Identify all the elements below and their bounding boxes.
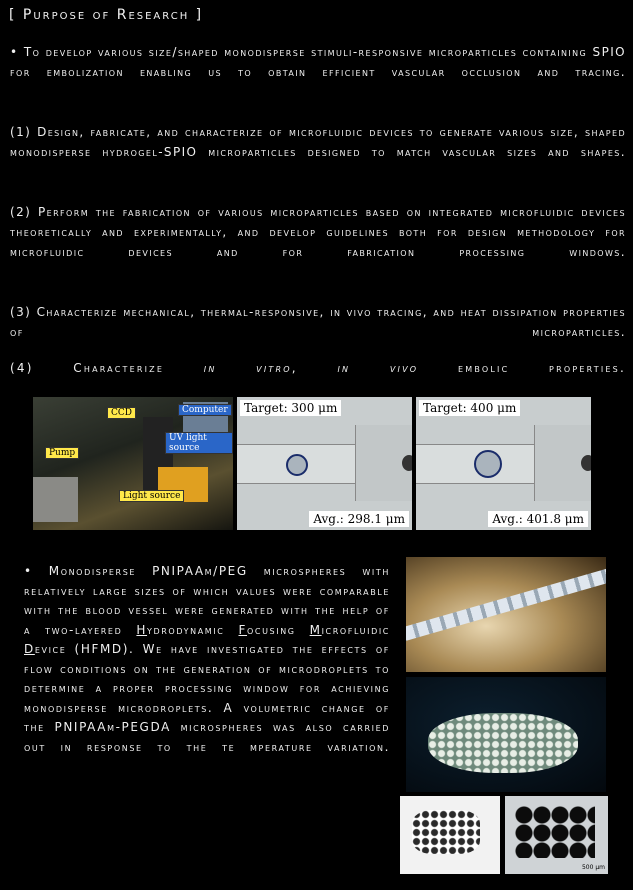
average-label: Avg.: 401.8 μm: [488, 511, 588, 527]
droplet: [474, 450, 502, 478]
target-label: Target: 400 μm: [419, 400, 520, 416]
setup-photo: [33, 397, 233, 530]
aim-4-sep: ,: [291, 361, 338, 375]
nozzle-tip: [402, 455, 412, 471]
microsphere-image-dark: [505, 796, 608, 874]
target-label: Target: 300 μm: [240, 400, 341, 416]
scale-label: 500 μm: [581, 864, 605, 871]
sphere-cluster: [515, 806, 595, 858]
aim-4-in-vivo: in vivo: [337, 361, 419, 375]
microspheres-description: [24, 562, 390, 757]
label-light-source: Light source: [119, 490, 184, 502]
nozzle-tip: [581, 455, 591, 471]
body-d: D: [24, 642, 35, 656]
body-part-b: (HFMD). We have investigated the effects of flow conditions on the generation of microdroplets to determine a proper processing window for achieving monodisperse microdroplets. A volumetric change of the PNIPAAm-PEGDA microspheres was also carried out in response to the te mperature variation.: [24, 642, 390, 754]
label-pump: Pump: [45, 447, 79, 459]
beads-photo: [406, 677, 606, 792]
aim-1: (1) Design, fabricate, and characterize of microfluidic devices to generate various size, shaped monodisperse hydrogel-SPIO microparticles designed to match vascular sizes and shapes.: [10, 125, 626, 159]
sphere-cluster: [412, 810, 480, 854]
tube-photo: [406, 557, 606, 672]
body-f-rest: ocusing: [247, 622, 310, 637]
body-d-rest: evice: [34, 642, 67, 656]
body-h-rest: ydrodynamic: [147, 622, 239, 637]
aim-3: (3) Characterize mechanical, thermal-responsive, in vivo tracing, and heat dissipation properties of microparticles.: [10, 305, 626, 339]
pump-shape: [33, 477, 78, 522]
bead-pile: [428, 713, 578, 773]
aim-4: [10, 358, 626, 378]
aim-4-post: embolic properties.: [418, 361, 626, 375]
microsphere-image-light: [400, 796, 500, 874]
label-uv-light: UV light source: [165, 432, 233, 454]
section-heading: [ Purpose of Research ]: [9, 7, 204, 23]
aim-4-in-vitro: in vitro: [203, 361, 292, 375]
aim-4-pre: (4) Characterize: [10, 361, 204, 375]
label-computer: Computer: [178, 404, 232, 416]
body-m-rest: icrofluidic: [321, 622, 390, 637]
aim-2: (2) Perform the fabrication of various microparticles based on integrated microfluidic devices theoretically and experimentally, and develop guidelines both for design methodology for microfluidic devices and for fabrication processing windows.: [10, 205, 626, 259]
body-part-a: • Monodisperse PNIPAAm/PEG microspheres with relatively large sizes of which values were comparable with the blood vessel were generated with the help of a two-layered: [24, 564, 390, 637]
label-ccd: CCD: [107, 407, 136, 419]
droplet: [286, 454, 308, 476]
droplet-image-400: [416, 397, 591, 530]
droplet-image-300: [237, 397, 412, 530]
body-h: H: [136, 622, 148, 637]
average-label: Avg.: 298.1 μm: [309, 511, 409, 527]
body-f: F: [238, 622, 248, 637]
tube-shape: [406, 559, 606, 644]
purpose-bullet: • To develop various size/shaped monodisperse stimuli-responsive microparticles containing SPIO for embolization enabling us to obtain efficient vascular occlusion and tracing.: [10, 45, 626, 79]
body-m: M: [309, 622, 322, 637]
